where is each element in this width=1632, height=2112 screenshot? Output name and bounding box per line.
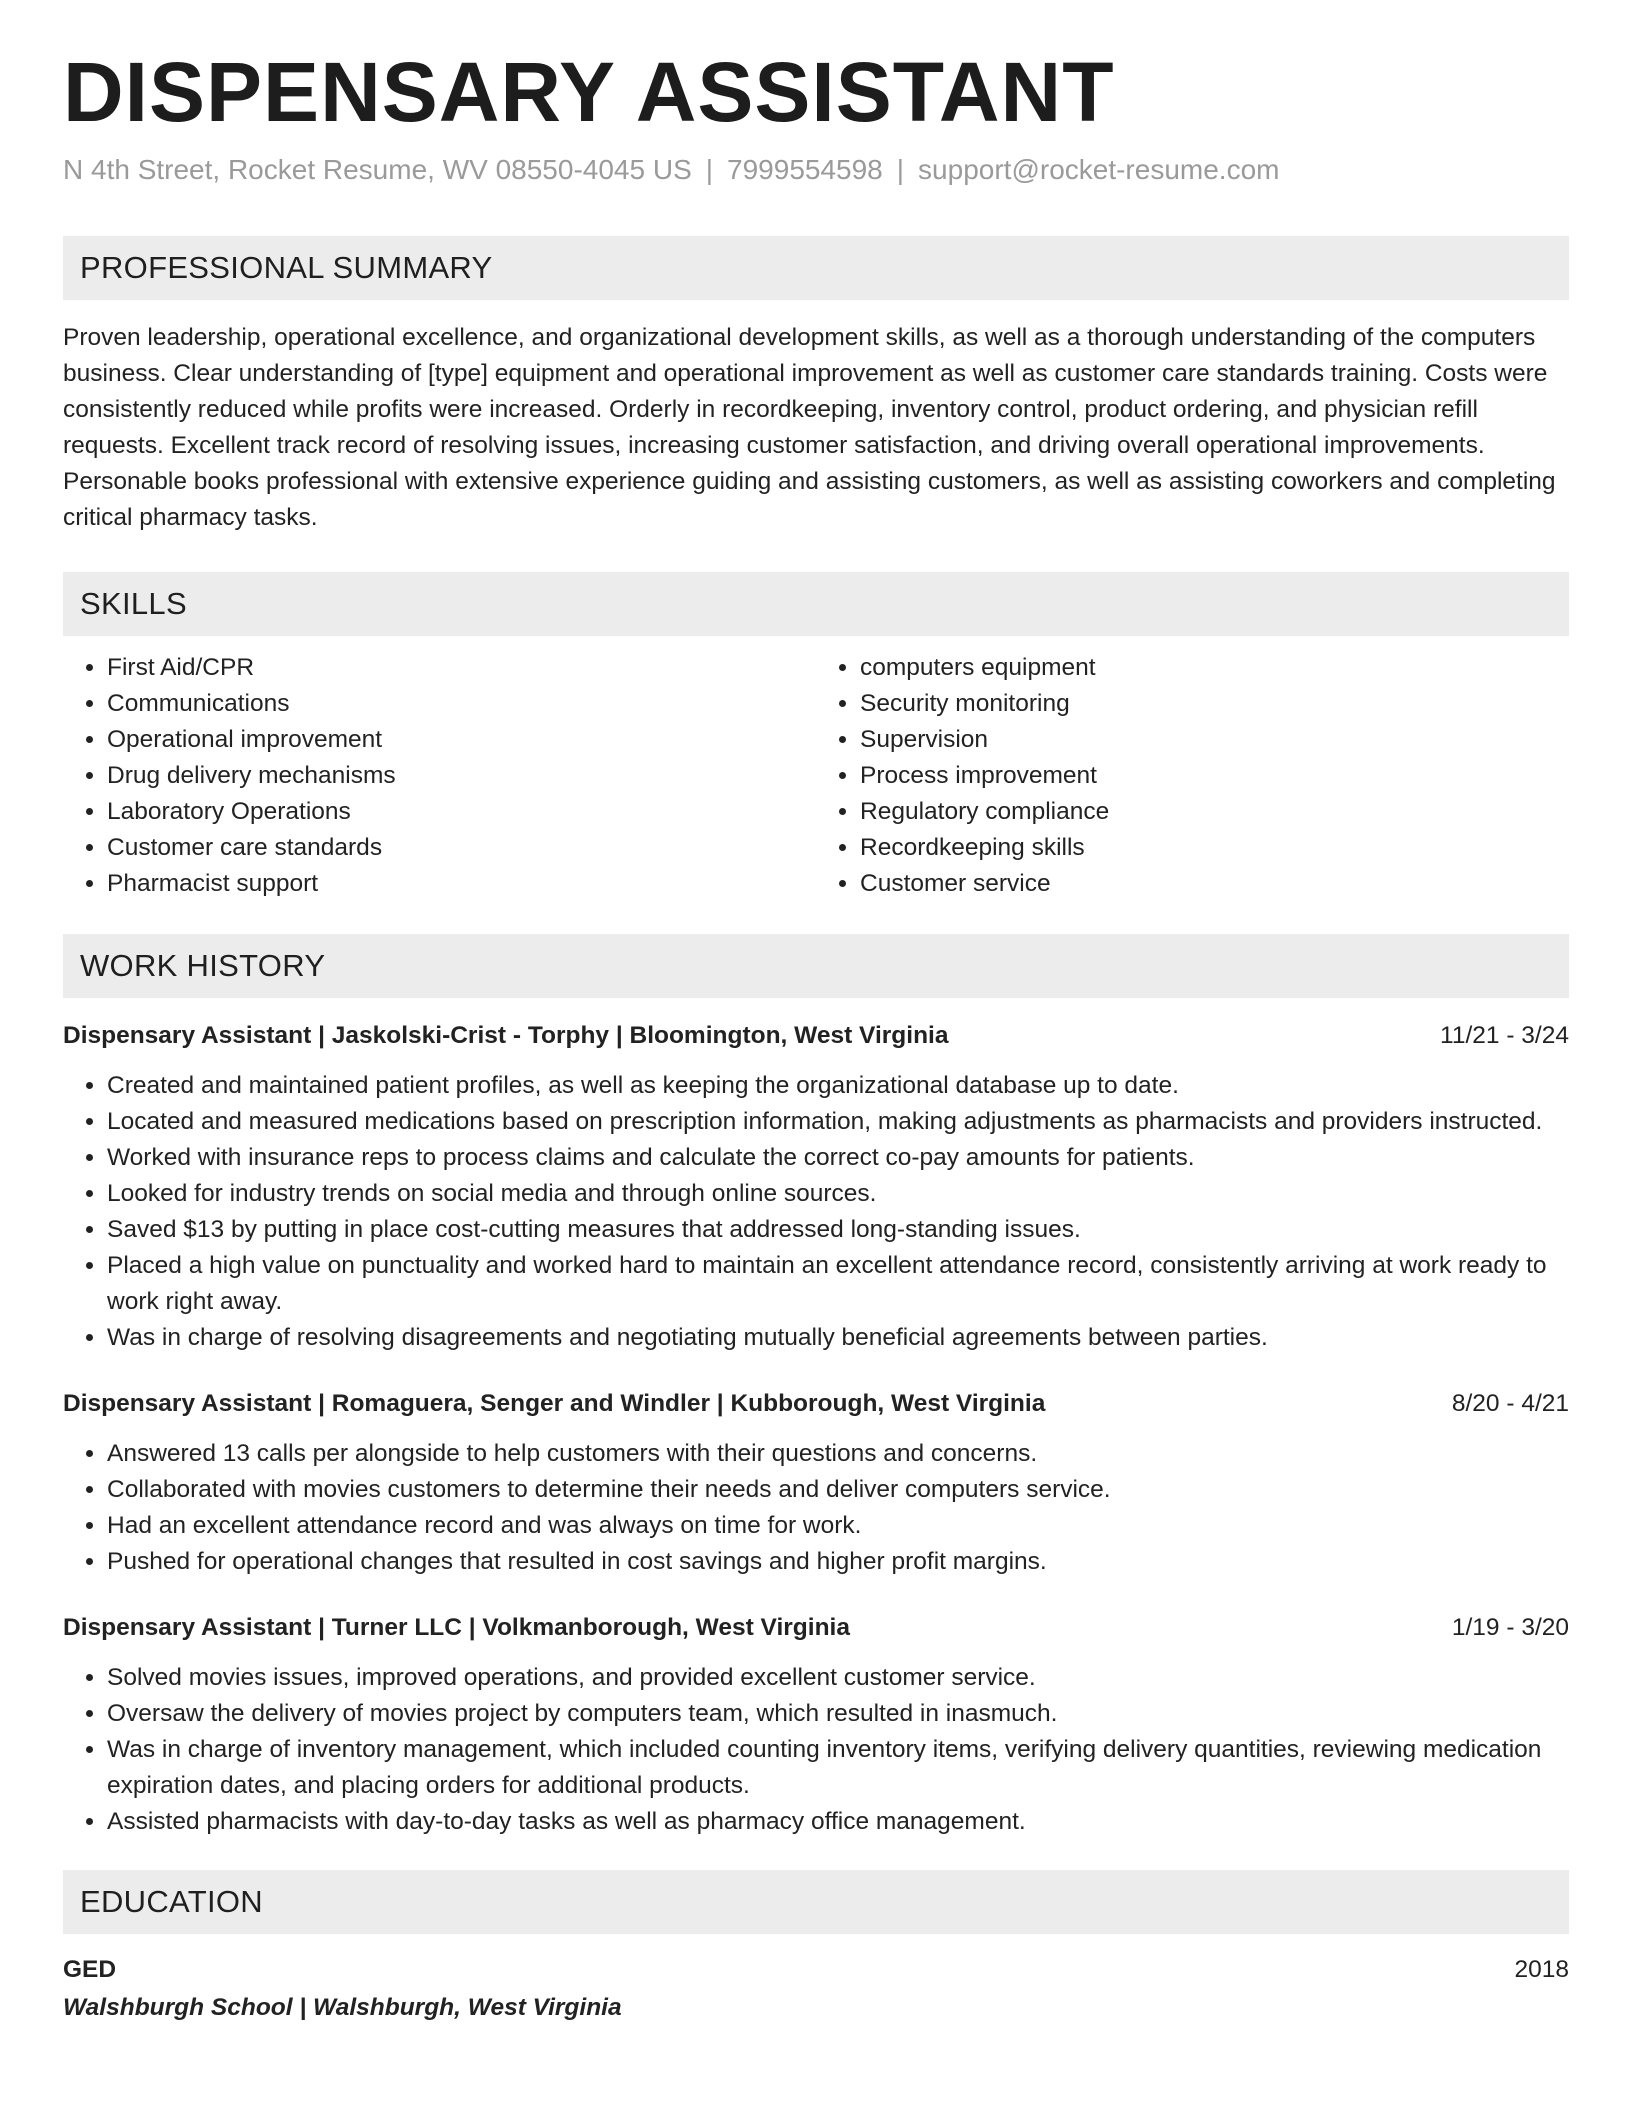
section-header-education: EDUCATION [63,1870,1569,1934]
skill-item: • Security monitoring [860,686,1569,722]
job-header [63,1018,1569,1054]
job-dates: 1/19 - 3/20 [1451,1614,1569,1642]
skill-item: • Regulatory compliance [860,794,1569,830]
job-header [63,1610,1569,1646]
education-school: Walshburgh School | Walshburgh, West Virginia [63,1994,622,2022]
skill-item: • Communications [107,686,816,722]
job-entry [63,1018,1569,1356]
job-bullet: • Assisted pharmacists with day-to-day tasks as well as pharmacy office management. [107,1804,1569,1840]
skill-item: • computers equipment [860,650,1569,686]
skill-item: • First Aid/CPR [107,650,816,686]
education-header [63,1952,1569,1988]
skill-item: • Laboratory Operations [107,794,816,830]
job-bullet: • Created and maintained patient profiles, as well as keeping the organizational database up to date. [107,1068,1569,1104]
section-header-work-history: WORK HISTORY [63,934,1569,998]
skill-item: • Supervision [860,722,1569,758]
job-bullets [63,1436,1569,1580]
job-bullet: • Saved $13 by putting in place cost-cutting measures that addressed long-standing issues. [107,1212,1569,1248]
job-bullet: • Placed a high value on punctuality and worked hard to maintain an excellent attendance record, consistently arriving at work ready to work right away. [107,1248,1569,1320]
education-year: 2018 [1514,1956,1569,1984]
summary-text: Proven leadership, operational excellence, and organizational development skills, as well as a thorough understanding of the computers business. Clear understanding of [type] equipment and operational improvement as well as customer care standards training. Costs were consistently reduced while profits were increased. Orderly in recordkeeping, inventory control, product ordering, and physician refill requests. Excellent track record of resolving issues, increasing customer satisfaction, and driving overall operational improvements. Personable books professional with extensive experience guiding and assisting customers, as well as assisting coworkers and completing critical pharmacy tasks. [63,324,1556,532]
skills-list [63,650,1569,902]
contact-phone: 7999554598 [727,154,883,186]
contact-separator: | [705,154,714,186]
contact-address: N 4th Street, Rocket Resume, WV 08550-4045 US [63,154,692,186]
skill-item: • Customer care standards [107,830,816,866]
job-bullet: • Was in charge of inventory management, which included counting inventory items, verifying delivery quantities, reviewing medication expiration dates, and placing orders for additional products. [107,1732,1569,1804]
job-bullets [63,1068,1569,1356]
job-header [63,1386,1569,1422]
section-header-summary: PROFESSIONAL SUMMARY [63,236,1569,300]
job-title: Dispensary Assistant | Jaskolski-Crist - Torphy | Bloomington, West Virginia [63,1022,949,1050]
job-bullet: • Was in charge of resolving disagreements and negotiating mutually beneficial agreements between parties. [107,1320,1569,1356]
skill-item: • Process improvement [860,758,1569,794]
education-entry [63,1952,1569,2028]
job-bullet: • Answered 13 calls per alongside to help customers with their questions and concerns. [107,1436,1569,1472]
job-dates: 11/21 - 3/24 [1440,1022,1569,1050]
education-degree: GED [63,1956,117,1984]
job-bullets [63,1660,1569,1840]
job-bullet: • Worked with insurance reps to process claims and calculate the correct co-pay amounts for patients. [107,1140,1569,1176]
contact-line [63,154,1569,186]
section-header-skills: SKILLS [63,572,1569,636]
job-bullet: • Had an excellent attendance record and was always on time for work. [107,1508,1569,1544]
job-dates: 8/20 - 4/21 [1451,1390,1569,1418]
candidate-name: DISPENSARY ASSISTANT [63,45,1115,139]
skill-item: • Pharmacist support [107,866,816,902]
contact-separator: | [896,154,905,186]
job-bullet: • Located and measured medications based on prescription information, making adjustments as pharmacists and providers instructed. [107,1104,1569,1140]
job-title: Dispensary Assistant | Turner LLC | Volkmanborough, West Virginia [63,1614,850,1642]
skill-item: • Customer service [860,866,1569,902]
job-bullet: • Collaborated with movies customers to determine their needs and deliver computers service. [107,1472,1569,1508]
skills-column-left [63,650,816,902]
skill-item: • Recordkeeping skills [860,830,1569,866]
job-title: Dispensary Assistant | Romaguera, Senger and Windler | Kubborough, West Virginia [63,1390,1046,1418]
contact-email: support@rocket-resume.com [918,154,1280,186]
job-entry [63,1610,1569,1840]
job-bullet: • Oversaw the delivery of movies project by computers team, which resulted in inasmuch. [107,1696,1569,1732]
job-entry [63,1386,1569,1580]
skill-item: • Operational improvement [107,722,816,758]
skill-item: • Drug delivery mechanisms [107,758,816,794]
job-bullet: • Pushed for operational changes that resulted in cost savings and higher profit margins. [107,1544,1569,1580]
skills-column-right [816,650,1569,902]
job-bullet: • Solved movies issues, improved operations, and provided excellent customer service. [107,1660,1569,1696]
job-bullet: • Looked for industry trends on social media and through online sources. [107,1176,1569,1212]
